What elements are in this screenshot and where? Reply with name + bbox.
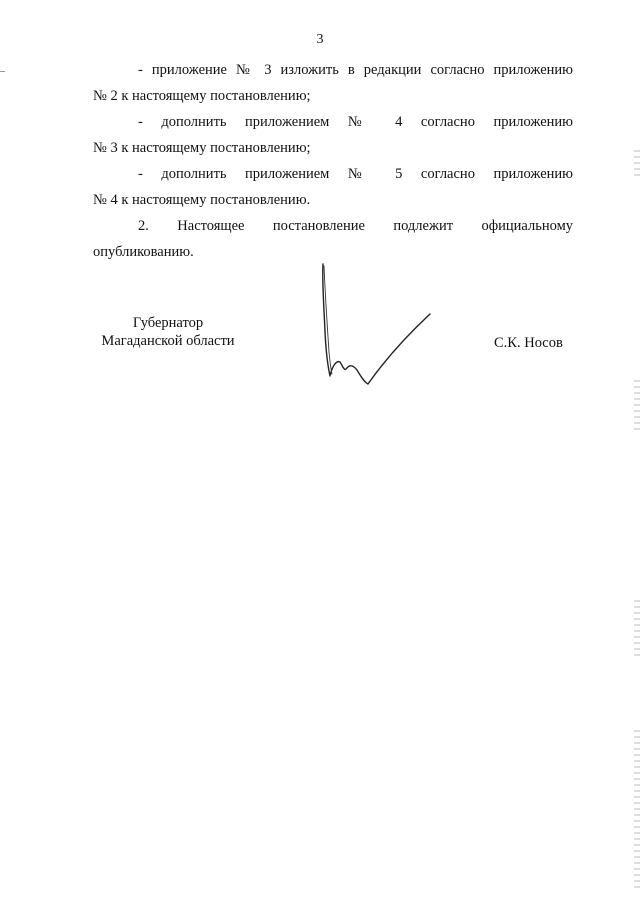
paragraph-first-line: - приложение № 3 изложить в редакции согласно приложению — [138, 62, 573, 78]
document-body — [93, 57, 573, 265]
paragraph-first-line: - дополнить приложением № 4 согласно приложению — [138, 114, 573, 130]
signatory-title-line1: Губернатор — [132, 315, 204, 331]
paragraph-appendix-4 — [93, 109, 573, 161]
paragraph-continuation: № 4 к настоящему постановлению. — [93, 192, 311, 208]
paragraph-appendix-3 — [93, 57, 573, 109]
scan-artifact-lower — [634, 600, 640, 660]
handwritten-signature — [310, 262, 440, 392]
paragraph-appendix-5 — [93, 161, 573, 213]
scan-mark-left — [0, 71, 5, 72]
scan-artifact-mid — [634, 380, 640, 430]
signatory-name: С.К. Носов — [494, 335, 563, 351]
scan-artifact-top — [634, 150, 640, 180]
signatory-title-line2: Магаданской области — [101, 333, 235, 349]
paragraph-first-line: - дополнить приложением № 5 согласно приложению — [138, 166, 573, 182]
paragraph-first-line: 2. Настоящее постановление подлежит официальному — [138, 218, 573, 234]
page-number: 3 — [316, 32, 324, 47]
paragraph-continuation: № 2 к настоящему постановлению; — [93, 88, 311, 104]
scan-artifact-bottom — [634, 730, 640, 890]
paragraph-continuation: опубликованию. — [93, 244, 194, 260]
paragraph-publication — [93, 213, 573, 265]
paragraph-continuation: № 3 к настоящему постановлению; — [93, 140, 311, 156]
signatory-title — [93, 314, 243, 350]
